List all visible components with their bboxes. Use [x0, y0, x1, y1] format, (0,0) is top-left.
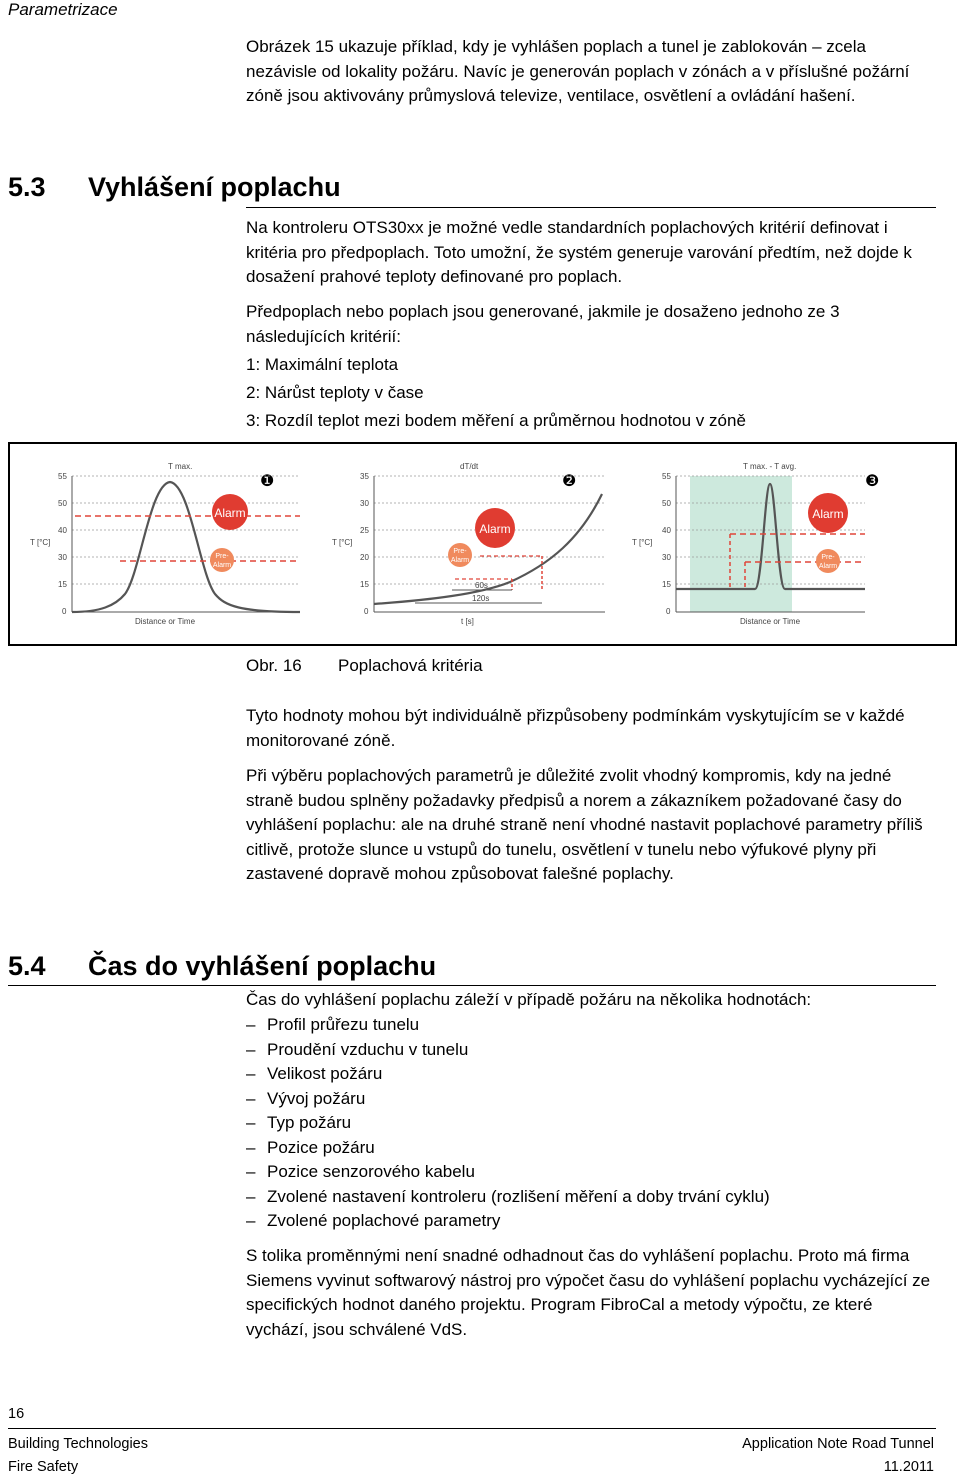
- y-tick: 50: [662, 499, 671, 508]
- footer-subdivision: Fire Safety: [8, 1459, 79, 1475]
- prealarm-label: Alarm: [818, 563, 838, 570]
- section-title: Čas do vyhlášení poplachu: [88, 951, 437, 981]
- y-tick: 15: [360, 580, 369, 589]
- list-item: – Velikost požáru: [246, 1062, 936, 1087]
- footer-division: Building Technologies: [8, 1436, 149, 1452]
- y-axis-label: T [°C]: [30, 538, 51, 547]
- y-tick: 25: [360, 526, 369, 535]
- footer-rule: [8, 1428, 936, 1429]
- footer-date: 11.2011: [883, 1459, 934, 1475]
- y-tick: 30: [58, 553, 67, 562]
- alarm-label: Alarm: [479, 522, 511, 536]
- section-number: 5.3: [8, 172, 46, 202]
- y-tick: 20: [360, 553, 369, 562]
- alarm-label: Alarm: [812, 507, 844, 521]
- list-item: – Pozice požáru: [246, 1136, 936, 1161]
- temperature-curve: [72, 482, 300, 612]
- y-tick: 0: [62, 607, 67, 616]
- alarm-label: Alarm: [214, 506, 246, 520]
- figure-frame: [8, 442, 957, 646]
- interval-label: 120s: [472, 594, 490, 603]
- chart-title: T max. - T avg.: [743, 462, 797, 471]
- chart-title: T max.: [168, 462, 193, 471]
- list-item: – Profil průřezu tunelu: [246, 1013, 936, 1038]
- criteria-item: 1: Maximální teplota: [246, 355, 399, 374]
- chart-rate-of-rise: [332, 462, 605, 626]
- interval-label: 60s: [475, 581, 488, 590]
- y-tick: 40: [662, 526, 671, 535]
- alarm-criteria-figure: [10, 444, 955, 644]
- body-paragraph: Tyto hodnoty mohou být individuálně přizpůsobeny podmínkám vyskytujícím se v každé monitorované zóně.: [246, 706, 905, 750]
- x-axis-label: t [s]: [461, 617, 474, 626]
- chart-badge: ❶: [260, 473, 275, 490]
- y-tick: 55: [58, 472, 67, 481]
- section-rule: [246, 207, 936, 208]
- factor-list: [246, 1013, 936, 1234]
- body-paragraph: S tolika proměnnými není snadné odhadnout čas do vyhlášení poplachu. Proto má firma Siemens vyvinut softwarový nástroj pro výpočet času do vyhlášení poplachu vycházející ze specifických hodnot daného projektu. Program FibroCal a metody výpočtu, ze které vychází, jsou schválené VdS.: [246, 1246, 931, 1339]
- intro-paragraph: Obrázek 15 ukazuje příklad, kdy je vyhlášen poplach a tunel je zablokován – zcela nezávisle od lokality požáru. Navíc je generován poplach v zónách a v příslušné požární zóně jsou aktivovány průmyslová televize, ventilace, osvětlení a ovládání hašení.: [246, 37, 910, 105]
- footer-document-title: Application Note Road Tunnel: [742, 1436, 934, 1452]
- list-item: – Zvolené poplachové parametry: [246, 1209, 936, 1234]
- y-tick: 40: [58, 526, 67, 535]
- section-rule: [8, 985, 936, 986]
- x-axis-label: Distance or Time: [740, 617, 801, 626]
- page-header-title: Parametrizace: [8, 0, 118, 19]
- list-item: – Typ požáru: [246, 1111, 936, 1136]
- section-paragraph: Předpoplach nebo poplach jsou generované, jakmile je dosaženo jednoho ze 3 následujících kritérií:: [246, 302, 840, 346]
- y-tick: 30: [360, 499, 369, 508]
- prealarm-label: Pre-: [453, 548, 467, 555]
- section-paragraph: Na kontroleru OTS30xx je možné vedle standardních poplachových kritérií definovat i kritéria pro předpoplach. Toto umožní, že systém generuje varování předtím, než dojde k dosažení prahové teploty definované pro poplach.: [246, 218, 912, 286]
- chart-badge: ❷: [562, 473, 577, 490]
- y-tick: 35: [360, 472, 369, 481]
- y-tick: 15: [662, 580, 671, 589]
- section-number: 5.4: [8, 951, 46, 981]
- figure-caption-number: Obr. 16: [246, 656, 302, 675]
- chart-differential-temperature: [632, 462, 879, 626]
- prealarm-label: Alarm: [450, 557, 470, 564]
- chart-max-temperature: [30, 462, 300, 626]
- y-axis-label: T [°C]: [632, 538, 653, 547]
- prealarm-label: Pre-: [215, 553, 229, 560]
- y-axis-label: T [°C]: [332, 538, 353, 547]
- prealarm-label: Alarm: [212, 562, 232, 569]
- figure-caption-text: Poplachová kritéria: [338, 656, 483, 675]
- list-item: – Zvolené nastavení kontroleru (rozlišení měření a doby trvání cyklu): [246, 1185, 936, 1210]
- section-title: Vyhlášení poplachu: [88, 172, 341, 202]
- prealarm-label: Pre-: [821, 554, 835, 561]
- criteria-item: 2: Nárůst teploty v čase: [246, 383, 424, 402]
- criteria-item: 3: Rozdíl teplot mezi bodem měření a průměrnou hodnotou v zóně: [246, 411, 746, 430]
- chart-badge: ❸: [865, 473, 880, 490]
- list-item: – Proudění vzduchu v tunelu: [246, 1038, 936, 1063]
- list-item: – Vývoj požáru: [246, 1087, 936, 1112]
- y-tick: 0: [666, 607, 671, 616]
- y-tick: 55: [662, 472, 671, 481]
- list-item: – Pozice senzorového kabelu: [246, 1160, 936, 1185]
- section-intro: Čas do vyhlášení poplachu záleží v případě požáru na několika hodnotách:: [246, 990, 812, 1009]
- chart-title: dT/dt: [460, 462, 479, 471]
- y-tick: 15: [58, 580, 67, 589]
- y-tick: 50: [58, 499, 67, 508]
- y-tick: 30: [662, 553, 671, 562]
- body-paragraph: Při výběru poplachových parametrů je důležité zvolit vhodný kompromis, kdy na jedné straně budou splněny požadavky předpisů a norem a zákazníkem požadované časy do vyhlášení poplachu: ale na druhé straně není vhodné nastavit poplachové parametry příliš citlivě, protože slunce u vstupů do tunelu, osvětlení v tunelu nebo výfukové plyny při zastavené dopravě mohou způsobovat falešné poplachy.: [246, 766, 923, 883]
- page-number: 16: [8, 1406, 25, 1422]
- x-axis-label: Distance or Time: [135, 617, 196, 626]
- y-tick: 0: [364, 607, 369, 616]
